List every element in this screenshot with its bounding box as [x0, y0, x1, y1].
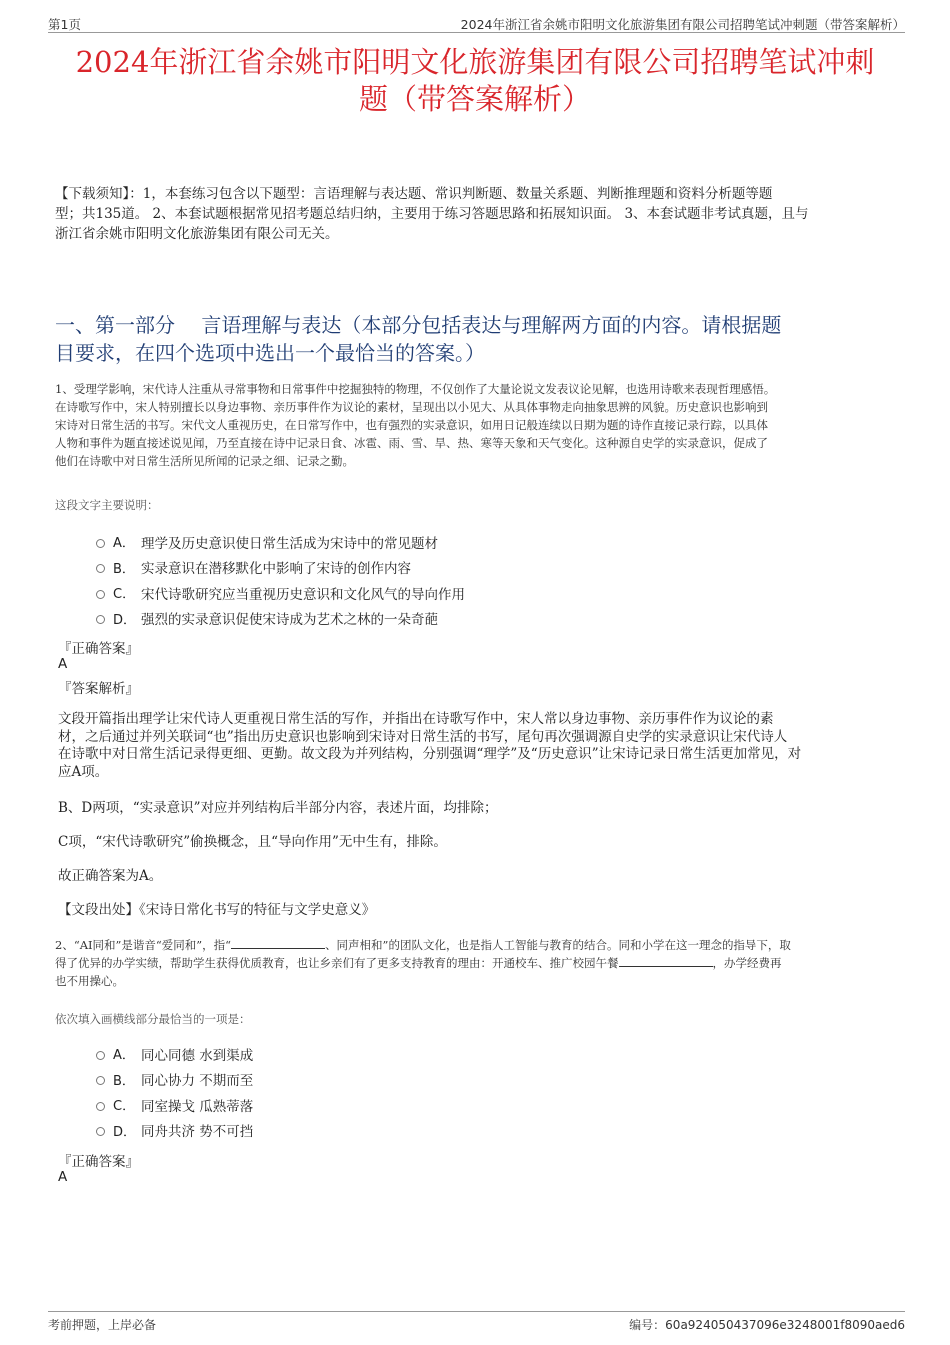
option-a[interactable]: A． 同心同德 水到渠成 [96, 1041, 253, 1067]
section-line: 一、第一部分 言语理解与表达（本部分包括表达与理解两方面的内容。请根据题 [55, 313, 782, 337]
analysis-label: 『答案解析』 [58, 681, 139, 697]
radio-icon[interactable] [96, 590, 105, 599]
analysis-c: C项，“宋代诗歌研究”偷换概念，且“导向作用”无中生有，排除。 [58, 834, 447, 850]
question-line: 在诗歌写作中，宋人特别擅长以身边事物、亲历事件作为议论的素材，呈现出以小见大、从具体事物走向抽象思辨的风貌。历史意识也影响到 [55, 400, 768, 414]
correct-answer-label: 『正确答案』 [58, 641, 139, 657]
analysis-line: 在诗歌中对日常生活记录得更细、更勤。故文段为并列结构，分别强调“理学”及“历史意识”让宋诗记录日常生活更加常见，对 [58, 746, 802, 762]
section-line: 目要求，在四个选项中选出一个最恰当的答案。） [55, 341, 485, 365]
title-line: 题（带答案解析） [358, 82, 591, 116]
analysis-line: 材，之后通过并列关联词“也”指出历史意识也影响到宋诗对日常生活的书写，尾句再次强调源自史学的实录意识让宋代诗人 [58, 728, 788, 745]
download-notice [55, 184, 900, 244]
analysis-line: 文段开篇指出理学让宋代诗人更重视日常生活的写作，并指出在诗歌写作中，宋人常以身边事物、亲历事件作为议论的素 [58, 711, 774, 727]
analysis-bd: B、D两项，“实录意识”对应并列结构后半部分内容，表述片面，均排除； [58, 800, 498, 816]
analysis-conclusion: 故正确答案为A。 [58, 868, 163, 884]
source-citation: 【文段出处】《宋诗日常化书写的特征与文学史意义》 [58, 902, 376, 918]
question-line: 2、“AI同和”是谐音“爱同和”，指“ 、同声相和”的团队文化，也是指人工智能与教育的结合。同和小学在这一理念的指导下，取 [55, 938, 791, 952]
question-line: 他们在诗歌中对日常生活所见所闻的记录之细、记录之勤。 [55, 454, 354, 468]
title-line: 2024年浙江省余姚市阳明文化旅游集团有限公司招聘笔试冲刺 [75, 45, 875, 79]
option-c[interactable]: C． 宋代诗歌研究应当重视历史意识和文化风气的导向作用 [96, 580, 465, 606]
question-2-text [55, 936, 895, 990]
analysis-line: 应A项。 [58, 763, 109, 780]
analysis-paragraph [58, 711, 895, 781]
question-1-prompt: 这段文字主要说明： [55, 498, 159, 512]
correct-answer-label: 『正确答案』 [58, 1154, 139, 1170]
option-d[interactable]: D． 同舟共济 势不可挡 [96, 1118, 253, 1144]
document-title [55, 44, 895, 118]
notice-line: 浙江省余姚市阳明文化旅游集团有限公司无关。 [55, 226, 339, 242]
page-header [48, 14, 905, 33]
radio-icon[interactable] [96, 1076, 105, 1085]
option-b[interactable]: B． 同心协力 不期而至 [96, 1067, 253, 1093]
question-line: 宋诗对日常生活的书写。宋代文人重视历史，在日常写作中，也有强烈的实录意识，如用日记般连续以日期为题的诗作直接记录行踪，以具体 [55, 418, 768, 432]
option-a[interactable]: A． 理学及历史意识使日常生活成为宋诗中的常见题材 [96, 529, 465, 555]
question-1-options [96, 529, 465, 631]
fill-blank[interactable] [231, 937, 325, 949]
question-line: 1、受理学影响，宋代诗人注重从寻常事物和日常事件中挖掘独特的物理，不仅创作了大量论说文发表议论见解，也选用诗歌来表现哲理感悟。 [55, 382, 776, 396]
question-1-text [55, 380, 895, 470]
radio-icon[interactable] [96, 1102, 105, 1111]
question-line: 人物和事件为题直接述说见闻，乃至直接在诗中记录日食、冰雹、雨、雪、旱、热、寒等天象和天气变化。这种源自史学的实录意识，促成了 [55, 436, 768, 450]
radio-icon[interactable] [96, 1051, 105, 1060]
page-footer [48, 1311, 905, 1336]
option-c[interactable]: C． 同室操戈 瓜熟蒂落 [96, 1092, 253, 1118]
footer-code: 编号：60a924050437096e3248001f8090aed6 [629, 1318, 905, 1332]
option-d[interactable]: D． 强烈的实录意识促使宋诗成为艺术之林的一朵奇葩 [96, 606, 465, 632]
correct-answer: A [58, 656, 68, 672]
notice-line: 【下载须知】：1，本套练习包含以下题型：言语理解与表达题、常识判断题、数量关系题、判断推理题和资料分析题等题 [55, 186, 773, 202]
radio-icon[interactable] [96, 539, 105, 548]
header-doc-title: 2024年浙江省余姚市阳明文化旅游集团有限公司招聘笔试冲刺题（带答案解析） [460, 17, 905, 32]
question-line: 也不用操心。 [55, 974, 124, 988]
section-heading [55, 311, 895, 367]
option-b[interactable]: B． 实录意识在潜移默化中影响了宋诗的创作内容 [96, 555, 465, 581]
radio-icon[interactable] [96, 1127, 105, 1136]
footer-slogan: 考前押题，上岸必备 [48, 1318, 157, 1332]
correct-answer: A [58, 1169, 68, 1185]
question-2-options [96, 1041, 253, 1143]
question-line: 得了优异的办学实绩，帮助学生获得优质教育，也让乡亲们有了更多支持教育的理由：开通校车、推广校园午餐 ，办学经费再 [55, 956, 782, 970]
fill-blank[interactable] [619, 955, 713, 967]
radio-icon[interactable] [96, 564, 105, 573]
question-2-prompt: 依次填入画横线部分最恰当的一项是： [55, 1012, 251, 1026]
radio-icon[interactable] [96, 615, 105, 624]
notice-line: 型；共135道。 2、本套试题根据常见招考题总结归纳，主要用于练习答题思路和拓展知识面。 3、本套试题非考试真题，且与 [55, 206, 809, 222]
page-number: 第1页 [48, 17, 81, 32]
